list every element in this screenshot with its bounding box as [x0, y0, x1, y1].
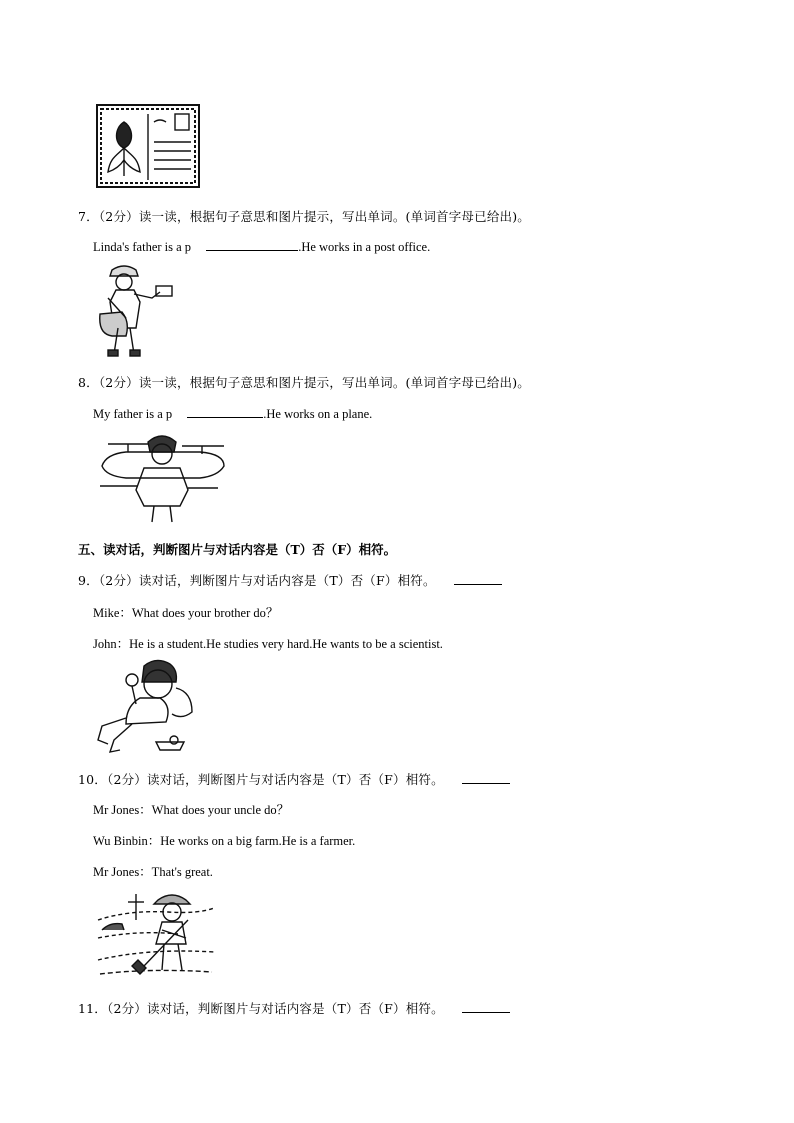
postcard-illustration — [96, 104, 200, 188]
question-9-title-text: 9．（2分）读对话，判断图片与对话内容是（T）否（F）相符。 — [78, 573, 436, 588]
pilot-illustration — [98, 430, 228, 524]
question-7-title: 7．（2分）读一读，根据句子意思和图片提示，写出单词。(单词首字母已给出)。 — [78, 209, 531, 224]
question-9-dialogue-line-2: John：He is a student.He studies very hard.He wants to be a scientist. — [93, 637, 443, 651]
question-9-title — [78, 571, 502, 589]
postman-illustration — [96, 262, 176, 362]
question-10-title — [78, 770, 510, 788]
question-10-dialogue-line-2: Wu Binbin：He works on a big farm.He is a farmer. — [93, 834, 356, 848]
question-9-answer-blank[interactable] — [454, 572, 502, 585]
question-8-sentence-end: .He works on a plane. — [263, 407, 373, 421]
boy-lying-illustration — [96, 658, 196, 754]
question-11-title — [78, 999, 510, 1017]
question-11-title-text: 11．（2分）读对话，判断图片与对话内容是（T）否（F）相符。 — [78, 1001, 444, 1016]
question-7-sentence — [93, 238, 430, 255]
question-8-answer-blank[interactable] — [187, 405, 263, 418]
question-7-sentence-start: Linda's father is a p — [93, 240, 192, 254]
question-7-sentence-end: .He works in a post office. — [298, 240, 431, 254]
question-10-answer-blank[interactable] — [462, 771, 510, 784]
question-11-answer-blank[interactable] — [462, 1000, 510, 1013]
question-7-answer-blank[interactable] — [206, 238, 298, 251]
question-10-dialogue-line-3: Mr Jones：That's great. — [93, 865, 213, 879]
question-9-dialogue-line-1: Mike：What does your brother do？ — [93, 606, 279, 620]
question-10-dialogue-line-1: Mr Jones：What does your uncle do？ — [93, 803, 290, 817]
question-8-title: 8．（2分）读一读，根据句子意思和图片提示，写出单词。(单词首字母已给出)。 — [78, 375, 531, 390]
farmer-illustration — [96, 890, 216, 980]
question-8-sentence-start: My father is a p — [93, 407, 173, 421]
question-10-title-text: 10．（2分）读对话，判断图片与对话内容是（T）否（F）相符。 — [78, 772, 444, 787]
section-5-heading: 五、读对话，判断图片与对话内容是（T）否（F）相符。 — [78, 542, 397, 557]
question-8-sentence — [93, 405, 372, 422]
